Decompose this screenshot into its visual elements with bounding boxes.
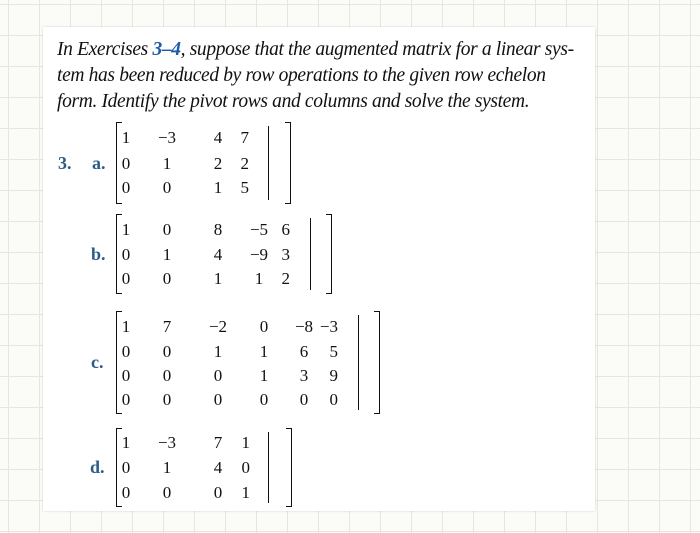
matrix-entry: 1 — [213, 342, 223, 361]
matrix-d-row-3 — [116, 481, 292, 504]
matrix-b-row-2 — [116, 243, 332, 266]
matrix-c — [116, 311, 380, 414]
instructions-line-1: In Exercises 3–4, suppose that the augmented matrix for a linear sys- — [57, 39, 574, 60]
augment-divider — [358, 315, 359, 410]
matrix-entry: 1 — [121, 433, 131, 452]
matrix-entry: −3 — [157, 433, 177, 452]
matrix-entry: 1 — [162, 245, 172, 264]
matrix-entry: 3 — [299, 366, 309, 385]
matrix-entry: 1 — [241, 433, 250, 452]
matrix-entry: 7 — [213, 433, 223, 452]
matrix-entry: 0 — [162, 220, 172, 239]
matrix-c-row-2 — [116, 340, 380, 363]
matrix-entry: 0 — [121, 342, 131, 361]
matrix-b-row-3 — [116, 267, 332, 290]
matrix-c-row-1 — [116, 315, 380, 338]
matrix-entry: 0 — [162, 483, 172, 502]
matrix-entry: 1 — [121, 317, 131, 336]
instructions-line-2: tem has been reduced by row operations to the given row echelon — [57, 65, 546, 86]
matrix-entry: 1 — [259, 342, 269, 361]
matrix-entry: 2 — [213, 154, 223, 173]
matrix-entry: 0 — [213, 483, 223, 502]
matrix-entry: 6 — [281, 220, 290, 239]
part-b-label: b. — [91, 244, 106, 264]
matrix-entry: 1 — [121, 220, 131, 239]
matrix-entry: 2 — [240, 154, 249, 173]
matrix-entry: 0 — [121, 483, 131, 502]
matrix-entry: 4 — [213, 245, 223, 264]
exercise-number: 3. — [58, 153, 72, 173]
matrix-entry: 1 — [162, 458, 172, 477]
matrix-entry: 0 — [299, 390, 309, 409]
matrix-entry: −9 — [249, 245, 269, 264]
matrix-entry: −3 — [319, 317, 338, 336]
matrix-d — [116, 428, 292, 507]
augment-divider — [268, 432, 269, 503]
matrix-entry: 0 — [121, 154, 131, 173]
matrix-entry: 0 — [259, 317, 269, 336]
matrix-entry: 7 — [240, 128, 249, 147]
matrix-entry: 0 — [259, 390, 269, 409]
instructions-text — [57, 37, 592, 115]
matrix-entry: 0 — [329, 390, 338, 409]
matrix-entry: −3 — [157, 128, 177, 147]
matrix-entry: 0 — [121, 366, 131, 385]
matrix-entry: 8 — [213, 220, 223, 239]
matrix-c-row-4 — [116, 388, 380, 411]
matrix-entry: 0 — [162, 178, 172, 197]
matrix-a-row-1 — [116, 126, 291, 149]
matrix-entry: −5 — [249, 220, 269, 239]
augment-divider — [310, 218, 311, 290]
matrix-entry: 0 — [162, 342, 172, 361]
matrix-entry: −8 — [294, 317, 314, 336]
matrix-entry: 0 — [121, 245, 131, 264]
matrix-entry: 6 — [299, 342, 309, 361]
matrix-entry: 0 — [162, 366, 172, 385]
matrix-entry: 1 — [162, 154, 172, 173]
matrix-entry: 4 — [213, 128, 223, 147]
matrix-entry: 7 — [162, 317, 172, 336]
instructions-line-3: form. Identify the pivot rows and columns and solve the system. — [57, 91, 530, 112]
part-a-label: a. — [92, 153, 106, 173]
matrix-entry: 3 — [281, 245, 290, 264]
matrix-entry: −2 — [208, 317, 228, 336]
matrix-entry: 1 — [213, 178, 223, 197]
matrix-entry: 1 — [241, 483, 250, 502]
matrix-b — [116, 214, 332, 294]
matrix-entry: 0 — [213, 390, 223, 409]
matrix-a-row-3 — [116, 176, 291, 199]
matrix-entry: 0 — [121, 390, 131, 409]
part-d-label: d. — [90, 457, 105, 477]
matrix-b-row-1 — [116, 218, 332, 241]
matrix-entry: 9 — [329, 366, 338, 385]
matrix-c-row-3 — [116, 364, 380, 387]
matrix-entry: 5 — [240, 178, 249, 197]
matrix-entry: 1 — [254, 269, 264, 288]
matrix-entry: 0 — [121, 178, 131, 197]
matrix-entry: 0 — [241, 458, 250, 477]
matrix-entry: 1 — [213, 269, 223, 288]
matrix-entry: 5 — [329, 342, 338, 361]
matrix-entry: 0 — [121, 458, 131, 477]
exercise-range-link[interactable]: 3–4 — [152, 39, 181, 60]
part-c-label: c. — [91, 352, 104, 372]
exercise-card — [43, 27, 595, 511]
matrix-entry: 2 — [281, 269, 290, 288]
augment-divider — [268, 126, 269, 200]
matrix-entry: 0 — [121, 269, 131, 288]
matrix-d-row-1 — [116, 431, 292, 454]
matrix-entry: 0 — [162, 269, 172, 288]
matrix-d-row-2 — [116, 456, 292, 479]
matrix-a — [116, 122, 291, 204]
matrix-entry: 0 — [162, 390, 172, 409]
matrix-a-row-2 — [116, 152, 291, 175]
matrix-entry: 1 — [121, 128, 131, 147]
matrix-entry: 1 — [259, 366, 269, 385]
matrix-entry: 4 — [213, 458, 223, 477]
matrix-entry: 0 — [213, 366, 223, 385]
